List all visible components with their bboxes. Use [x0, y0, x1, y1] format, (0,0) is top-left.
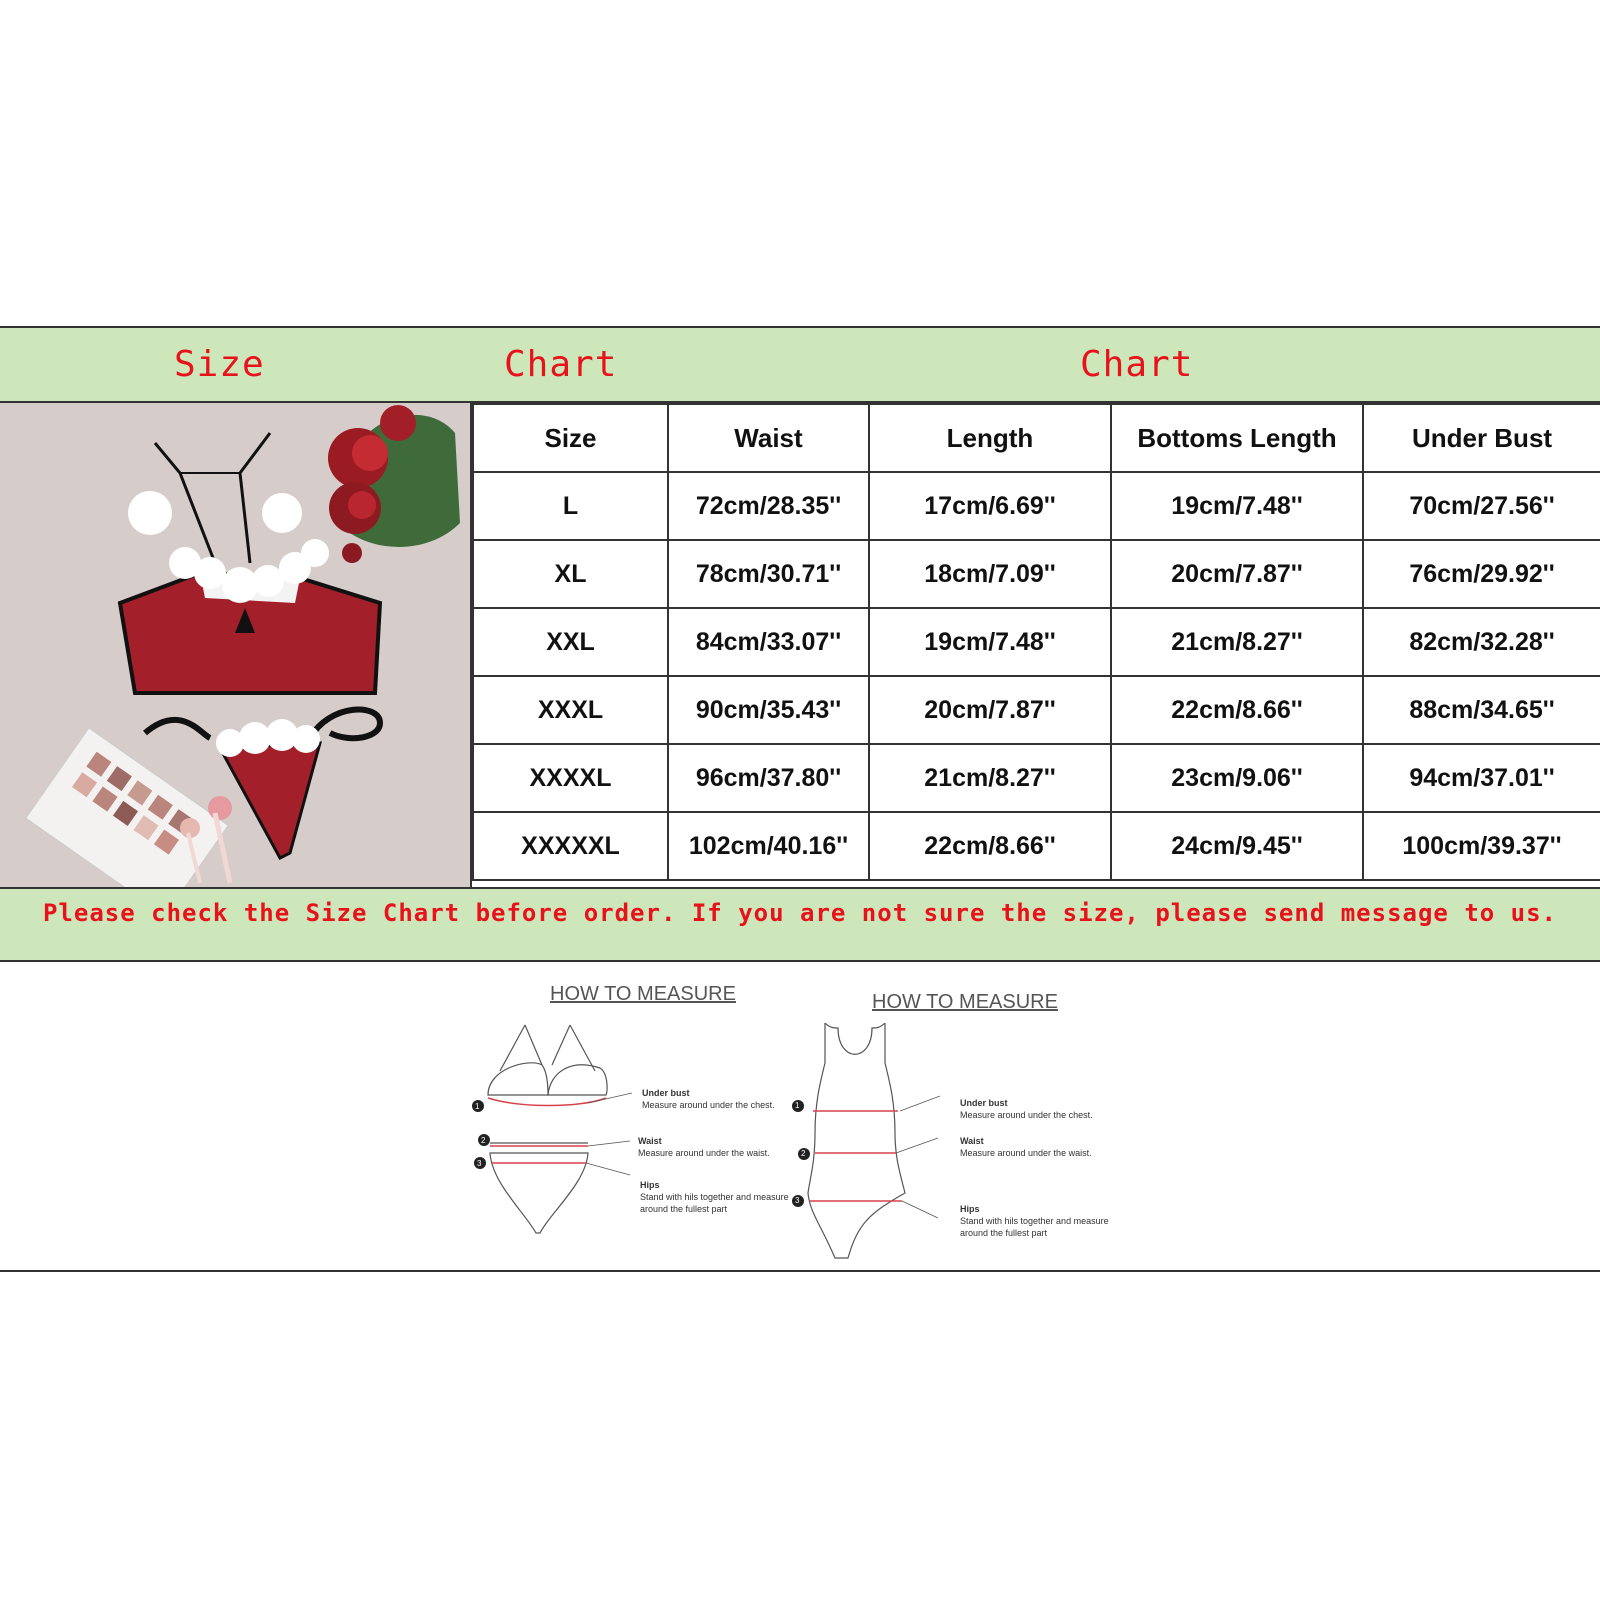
table-row [473, 812, 1600, 880]
table-cell: 22cm/8.66'' [869, 812, 1111, 880]
table-cell: XL [473, 540, 668, 608]
size-chart-frame [0, 326, 1600, 1272]
hips-label [640, 1179, 789, 1215]
col-header-under-bust: Under Bust [1363, 404, 1600, 472]
marker-1-label: 1 [475, 1102, 480, 1111]
table-cell: 96cm/37.80'' [668, 744, 869, 812]
waist-text: Measure around under the waist. [638, 1148, 770, 1158]
table-cell: 72cm/28.35'' [668, 472, 869, 540]
marker-3-label: 3 [795, 1196, 800, 1205]
under-bust-label [642, 1087, 775, 1111]
table-cell: XXL [473, 608, 668, 676]
hips-label [960, 1203, 1109, 1239]
table-cell: XXXXL [473, 744, 668, 812]
hips-title: Hips [640, 1180, 660, 1190]
waist-title: Waist [960, 1136, 984, 1146]
size-notice: Please check the Size Chart before order. If you are not sure the size, please send message to us. [0, 887, 1600, 962]
table-cell: 18cm/7.09'' [869, 540, 1111, 608]
table-cell: 20cm/7.87'' [1111, 540, 1363, 608]
table-cell: 90cm/35.43'' [668, 676, 869, 744]
waist-title: Waist [638, 1136, 662, 1146]
waist-text: Measure around under the waist. [960, 1148, 1092, 1158]
marker-1-label: 1 [795, 1101, 800, 1110]
table-row [473, 608, 1600, 676]
how-to-measure-title: HOW TO MEASURE [550, 983, 736, 1005]
size-table [472, 403, 1600, 881]
table-row [473, 540, 1600, 608]
col-header-length: Length [869, 404, 1111, 472]
table-cell: L [473, 472, 668, 540]
table-cell: 23cm/9.06'' [1111, 744, 1363, 812]
table-cell: 19cm/7.48'' [869, 608, 1111, 676]
how-to-measure-title: HOW TO MEASURE [872, 991, 1058, 1013]
under-bust-label [960, 1097, 1093, 1121]
table-row [473, 676, 1600, 744]
hips-text-2: around the fullest part [640, 1204, 728, 1214]
table-cell: 17cm/6.69'' [869, 472, 1111, 540]
table-row [473, 744, 1600, 812]
table-cell: 100cm/39.37'' [1363, 812, 1600, 880]
table-cell: 21cm/8.27'' [869, 744, 1111, 812]
size-chart-title-bar [0, 328, 1600, 403]
marker-2-label: 2 [481, 1136, 486, 1145]
under-bust-text: Measure around under the chest. [960, 1110, 1093, 1120]
marker-3-label: 3 [477, 1159, 482, 1168]
table-cell: 70cm/27.56'' [1363, 472, 1600, 540]
under-bust-text: Measure around under the chest. [642, 1100, 775, 1110]
marker-2-label: 2 [801, 1149, 806, 1158]
table-cell: XXXXXL [473, 812, 668, 880]
table-cell: 21cm/8.27'' [1111, 608, 1363, 676]
table-cell: 94cm/37.01'' [1363, 744, 1600, 812]
table-cell: 20cm/7.87'' [869, 676, 1111, 744]
table-header-row [473, 404, 1600, 472]
table-cell: 88cm/34.65'' [1363, 676, 1600, 744]
under-bust-title: Under bust [960, 1098, 1008, 1108]
col-header-waist: Waist [668, 404, 869, 472]
table-cell: 78cm/30.71'' [668, 540, 869, 608]
title-size: Size [174, 344, 265, 385]
table-cell: 82cm/32.28'' [1363, 608, 1600, 676]
table-cell: 24cm/9.45'' [1111, 812, 1363, 880]
table-cell: 84cm/33.07'' [668, 608, 869, 676]
hips-title: Hips [960, 1204, 980, 1214]
table-cell: XXXL [473, 676, 668, 744]
table-cell: 76cm/29.92'' [1363, 540, 1600, 608]
title-chart-right: Chart [1080, 344, 1194, 385]
product-photo [0, 403, 472, 887]
waist-label [960, 1135, 1092, 1159]
hips-text-1: Stand with hils together and measure [640, 1192, 789, 1202]
title-chart-left: Chart [504, 344, 618, 385]
hips-text-2: around the fullest part [960, 1228, 1048, 1238]
table-cell: 102cm/40.16'' [668, 812, 869, 880]
col-header-size: Size [473, 404, 668, 472]
col-header-bottoms-length: Bottoms Length [1111, 404, 1363, 472]
under-bust-title: Under bust [642, 1088, 690, 1098]
table-cell: 22cm/8.66'' [1111, 676, 1363, 744]
table-row [473, 472, 1600, 540]
hips-text-1: Stand with hils together and measure [960, 1216, 1109, 1226]
table-cell: 19cm/7.48'' [1111, 472, 1363, 540]
waist-label [638, 1135, 770, 1159]
